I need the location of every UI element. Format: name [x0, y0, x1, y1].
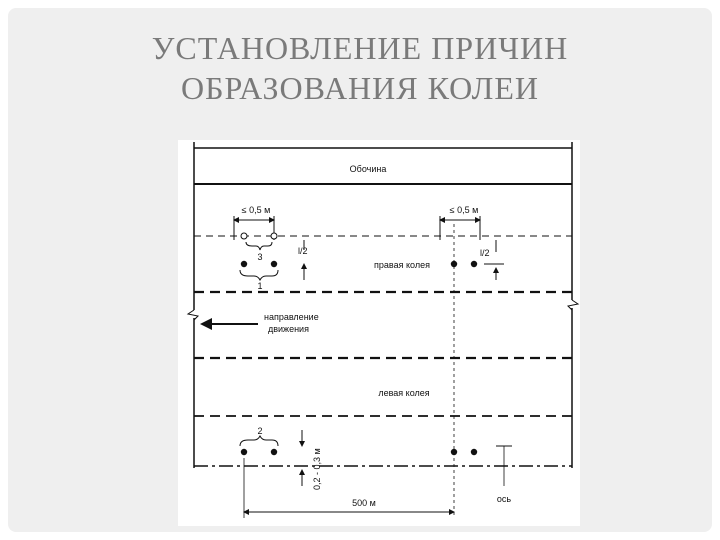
dim-right-label: ≤ 0,5 м: [449, 205, 479, 215]
break-mark-left: [188, 310, 198, 320]
rut-point-left-a: [241, 261, 247, 267]
half-left-label: l/2: [298, 246, 308, 256]
half-right-label: l/2: [480, 248, 490, 258]
right-rut-label: правая колея: [374, 260, 430, 270]
rut-point-left-b: [271, 261, 277, 267]
axis-point-right-b: [471, 449, 477, 455]
shoulder-label: Обочина: [349, 164, 387, 174]
axis-point-left-b: [271, 449, 277, 455]
diagram-svg: [178, 140, 580, 526]
rut-measurement-diagram: [178, 140, 580, 526]
brace-1: [240, 270, 278, 280]
title-line-1: УСТАНОВЛЕНИЕ ПРИЧИН: [151, 30, 569, 66]
direction-label-2: движения: [268, 324, 309, 334]
axis-label: ось: [496, 494, 512, 504]
break-mark-right: [568, 300, 578, 310]
open-point-b: [271, 233, 277, 239]
axis-point-left-a: [241, 449, 247, 455]
rut-point-right-b: [471, 261, 477, 267]
offset-label: 0,2 - 0,3 м: [312, 448, 322, 490]
slide-title: [0, 28, 720, 108]
mark-3: 3: [257, 252, 263, 262]
brace-2: [240, 436, 278, 446]
open-point-a: [241, 233, 247, 239]
span-label: 500 м: [352, 498, 376, 508]
axis-point-right-a: [451, 449, 457, 455]
dim-left-label: ≤ 0,5 м: [241, 205, 271, 215]
left-rut-label: левая колея: [378, 388, 430, 398]
brace-3: [246, 242, 272, 250]
mark-2: 2: [257, 426, 263, 436]
mark-1: 1: [257, 281, 263, 291]
direction-label-1: направление: [264, 312, 319, 322]
title-line-2: ОБРАЗОВАНИЯ КОЛЕИ: [180, 70, 540, 106]
